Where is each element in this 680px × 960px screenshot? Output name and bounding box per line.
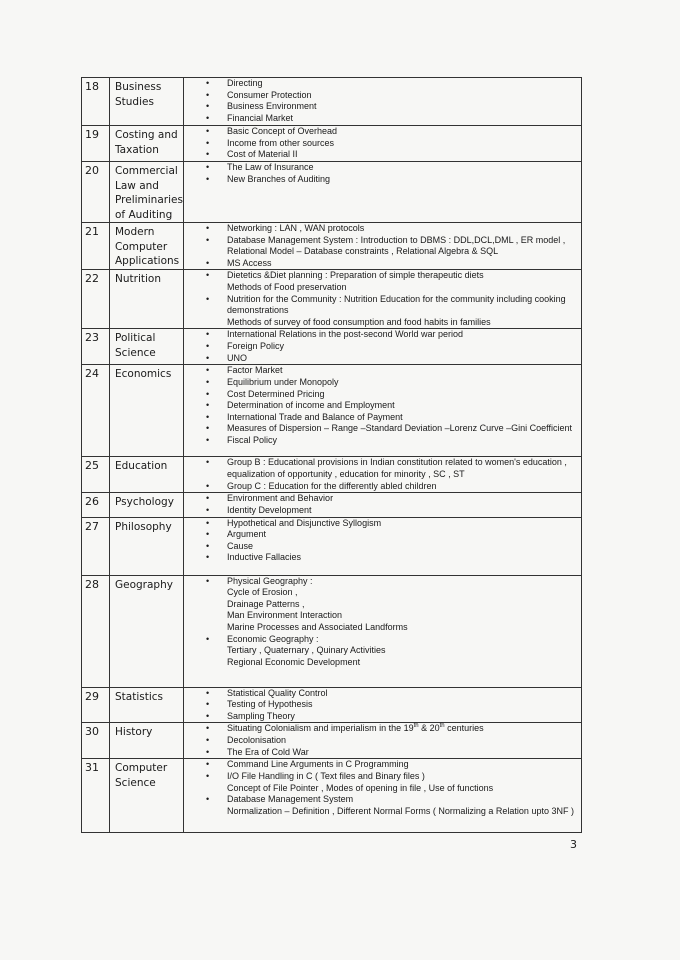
topic-text: Hypothetical and Disjunctive Syllogism bbox=[227, 517, 382, 528]
topic-item bbox=[184, 688, 577, 700]
topic-item bbox=[184, 113, 577, 125]
topic-text: Decolonisation bbox=[227, 734, 287, 745]
subject-name: Psychology bbox=[110, 493, 184, 517]
row-number: 27 bbox=[82, 517, 110, 575]
row-number: 24 bbox=[82, 365, 110, 457]
topic-text: The Era of Cold War bbox=[227, 746, 309, 757]
row-number: 19 bbox=[82, 126, 110, 162]
topic-text: Financial Market bbox=[227, 112, 294, 123]
topics-cell bbox=[184, 517, 582, 575]
subject-name: Philosophy bbox=[110, 517, 184, 575]
subtopic-text: Regional Economic Development bbox=[227, 656, 361, 667]
topic-item bbox=[184, 505, 577, 517]
topic-text: Factor Market bbox=[227, 365, 283, 376]
topic-item bbox=[184, 353, 577, 365]
topic-item bbox=[184, 377, 577, 389]
subtopic-text: Marine Processes and Associated Landforms bbox=[227, 621, 408, 632]
topics-cell bbox=[184, 759, 582, 833]
topic-list bbox=[184, 270, 577, 328]
topic-item bbox=[184, 90, 577, 102]
topic-item bbox=[184, 162, 577, 174]
subject-name: History bbox=[110, 723, 184, 759]
topics-cell bbox=[184, 329, 582, 365]
topic-list bbox=[184, 576, 577, 669]
topic-text: Cause bbox=[227, 540, 254, 551]
topic-item bbox=[184, 138, 577, 150]
topic-text: Database Management System : Introduction to DBMS : DDL,DCL,DML , ER model , Relational Model – Database constraints , Relational Algebra & SQL bbox=[227, 234, 566, 257]
table-row bbox=[82, 365, 582, 457]
topic-item bbox=[184, 457, 577, 480]
topic-item bbox=[184, 174, 577, 186]
topics-cell bbox=[184, 493, 582, 517]
topic-text: Economic Geography : bbox=[227, 633, 319, 644]
topics-cell bbox=[184, 162, 582, 223]
topic-list bbox=[184, 126, 577, 161]
topics-cell bbox=[184, 365, 582, 457]
row-number: 29 bbox=[82, 687, 110, 723]
row-number: 21 bbox=[82, 223, 110, 270]
topic-item bbox=[184, 235, 577, 258]
topic-item bbox=[184, 529, 577, 541]
topic-item bbox=[184, 634, 577, 669]
topic-item bbox=[184, 552, 577, 564]
topic-text: Basic Concept of Overhead bbox=[227, 126, 338, 136]
topic-text: Sampling Theory bbox=[227, 710, 295, 721]
topic-text: Foreign Policy bbox=[227, 340, 285, 351]
topic-text: International Trade and Balance of Payment bbox=[227, 411, 403, 422]
topic-text: The Law of Insurance bbox=[227, 162, 314, 172]
topic-item bbox=[184, 723, 577, 735]
topic-item bbox=[184, 518, 577, 530]
topic-text: International Relations in the post-second World war period bbox=[227, 329, 463, 340]
subtopic-text: Normalization – Definition , Different Normal Forms ( Normalizing a Relation upto 3NF ) bbox=[227, 805, 574, 816]
topics-cell bbox=[184, 270, 582, 329]
topic-text: Networking : LAN , WAN protocols bbox=[227, 223, 365, 233]
topic-list bbox=[184, 457, 577, 492]
subtopic-text: Cycle of Erosion , bbox=[227, 587, 298, 598]
topic-item bbox=[184, 365, 577, 377]
topic-item bbox=[184, 493, 577, 505]
table-row bbox=[82, 78, 582, 126]
table-row bbox=[82, 723, 582, 759]
topic-item bbox=[184, 126, 577, 138]
topic-item bbox=[184, 699, 577, 711]
topic-item bbox=[184, 101, 577, 113]
row-number: 28 bbox=[82, 575, 110, 687]
row-number: 26 bbox=[82, 493, 110, 517]
topic-text: Business Environment bbox=[227, 101, 317, 112]
topic-text: Database Management System bbox=[227, 794, 354, 805]
topic-item bbox=[184, 423, 577, 435]
topic-item bbox=[184, 735, 577, 747]
topic-item bbox=[184, 223, 577, 235]
topics-cell bbox=[184, 457, 582, 493]
topics-cell bbox=[184, 687, 582, 723]
topic-list bbox=[184, 723, 577, 758]
topic-item bbox=[184, 258, 577, 270]
topic-item bbox=[184, 389, 577, 401]
row-number: 23 bbox=[82, 329, 110, 365]
topic-item bbox=[184, 794, 577, 817]
row-number: 20 bbox=[82, 162, 110, 223]
topics-cell bbox=[184, 126, 582, 162]
topic-item bbox=[184, 576, 577, 634]
topic-text: Group B : Educational provisions in Indian constitution related to women's education , equalization of opportunity , education for minority , SC , ST bbox=[227, 457, 567, 479]
topics-cell bbox=[184, 223, 582, 270]
topic-text: Environment and Behavior bbox=[227, 493, 334, 504]
subtopic-text: Methods of Food preservation bbox=[227, 281, 347, 292]
topic-text: Directing bbox=[227, 78, 263, 88]
table-row bbox=[82, 270, 582, 329]
row-number: 31 bbox=[82, 759, 110, 833]
topic-list bbox=[184, 78, 577, 124]
topic-text: Identity Development bbox=[227, 504, 312, 515]
subtopic-text: Concept of File Pointer , Modes of opening in file , Use of functions bbox=[227, 782, 494, 793]
subject-name: Education bbox=[110, 457, 184, 493]
subject-name: Political Science bbox=[110, 329, 184, 365]
topic-text: Income from other sources bbox=[227, 137, 335, 148]
subject-name: Costing and Taxation bbox=[110, 126, 184, 162]
row-number: 22 bbox=[82, 270, 110, 329]
subject-name: Statistics bbox=[110, 687, 184, 723]
topic-list bbox=[184, 162, 577, 185]
row-number: 25 bbox=[82, 457, 110, 493]
topic-item bbox=[184, 771, 577, 794]
topic-item bbox=[184, 78, 577, 90]
subject-name: Modern Computer Applications bbox=[110, 223, 184, 270]
topic-item bbox=[184, 149, 577, 161]
topic-item bbox=[184, 412, 577, 424]
table-row bbox=[82, 329, 582, 365]
topic-text: Testing of Hypothesis bbox=[227, 699, 313, 710]
table-row bbox=[82, 223, 582, 270]
topic-item bbox=[184, 270, 577, 293]
table-row bbox=[82, 759, 582, 833]
topic-text: UNO bbox=[227, 352, 247, 363]
topic-item bbox=[184, 435, 577, 447]
topics-cell bbox=[184, 78, 582, 126]
topic-text: Statistical Quality Control bbox=[227, 687, 328, 698]
topic-text: Consumer Protection bbox=[227, 89, 312, 100]
table-row bbox=[82, 126, 582, 162]
page-number: 3 bbox=[570, 838, 577, 851]
topic-text: Cost of Material II bbox=[227, 149, 298, 160]
topic-text: Group C : Education for the differently abled children bbox=[227, 480, 437, 491]
subject-name: Economics bbox=[110, 365, 184, 457]
subtopic-text: Tertiary , Quaternary , Quinary Activities bbox=[227, 645, 386, 656]
topics-cell bbox=[184, 575, 582, 687]
table-row bbox=[82, 575, 582, 687]
syllabus-table bbox=[81, 77, 582, 833]
topic-text: Measures of Dispersion – Range –Standard Deviation –Lorenz Curve –Gini Coefficient bbox=[227, 423, 573, 434]
subject-name: Nutrition bbox=[110, 270, 184, 329]
row-number: 30 bbox=[82, 723, 110, 759]
topic-text: Equilibrium under Monopoly bbox=[227, 376, 339, 387]
topic-item bbox=[184, 329, 577, 341]
subject-name: Commercial Law and Preliminaries of Auditing bbox=[110, 162, 184, 223]
subtopic-text: Man Environment Interaction bbox=[227, 610, 343, 621]
topic-text: Cost Determined Pricing bbox=[227, 388, 325, 399]
table-row bbox=[82, 162, 582, 223]
topic-item bbox=[184, 481, 577, 493]
subtopic-text: Drainage Patterns , bbox=[227, 598, 305, 609]
topic-text: Physical Geography : bbox=[227, 575, 313, 586]
subject-name: Computer Science bbox=[110, 759, 184, 833]
topic-list bbox=[184, 759, 577, 817]
table-row bbox=[82, 687, 582, 723]
topic-text: Determination of income and Employment bbox=[227, 400, 395, 411]
topic-list bbox=[184, 493, 577, 516]
topic-list bbox=[184, 329, 577, 364]
subject-name: Geography bbox=[110, 575, 184, 687]
topic-text: Nutrition for the Community : Nutrition Education for the community including cooking demonstrations bbox=[227, 293, 566, 316]
topic-item bbox=[184, 759, 577, 771]
topic-item bbox=[184, 541, 577, 553]
topic-text: Inductive Fallacies bbox=[227, 552, 302, 563]
topic-text: Dietetics &Diet planning : Preparation of simple therapeutic diets bbox=[227, 270, 484, 281]
topic-item bbox=[184, 747, 577, 759]
table-row bbox=[82, 517, 582, 575]
topic-text: Fiscal Policy bbox=[227, 434, 278, 445]
topic-text: Command Line Arguments in C Programming bbox=[227, 759, 409, 770]
topic-item bbox=[184, 711, 577, 723]
topic-list bbox=[184, 518, 577, 564]
topic-list bbox=[184, 365, 577, 446]
row-number: 18 bbox=[82, 78, 110, 126]
topic-text: MS Access bbox=[227, 257, 272, 268]
topic-list bbox=[184, 688, 577, 723]
topic-text: Argument bbox=[227, 529, 267, 540]
topic-text: Situating Colonialism and imperialism in the 19th & 20th centuries bbox=[227, 723, 484, 734]
subject-name: Business Studies bbox=[110, 78, 184, 126]
subtopic-text: Methods of survey of food consumption and food habits in families bbox=[227, 316, 491, 327]
topic-text: I/O File Handling in C ( Text files and Binary files ) bbox=[227, 770, 425, 781]
topic-item bbox=[184, 294, 577, 329]
topic-item bbox=[184, 341, 577, 353]
topic-list bbox=[184, 223, 577, 269]
table-row bbox=[82, 493, 582, 517]
topic-item bbox=[184, 400, 577, 412]
topic-text: New Branches of Auditing bbox=[227, 173, 331, 184]
topics-cell bbox=[184, 723, 582, 759]
table-row bbox=[82, 457, 582, 493]
